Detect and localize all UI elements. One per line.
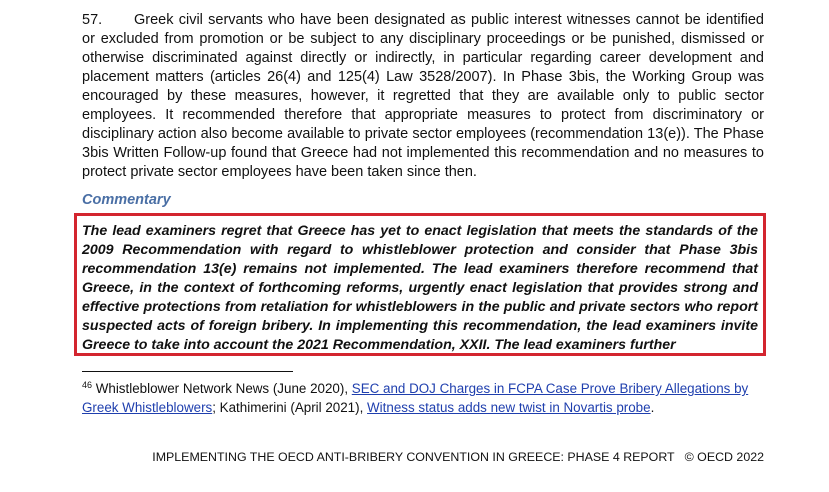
footnote-link-novartis[interactable]: Witness status adds new twist in Novartis probe [367,400,651,415]
commentary-box [74,213,766,356]
page-footer [152,450,764,464]
commentary-heading: Commentary [82,192,171,208]
paragraph-number: 57. [82,12,103,28]
footnote-46 [82,379,772,417]
footnote-number: 46 [82,380,93,390]
footer-copyright: © OECD 2022 [684,450,764,464]
footer-title: IMPLEMENTING THE OECD ANTI-BRIBERY CONVENTION IN GREECE: PHASE 4 REPORT [152,450,675,464]
footnote-source-1: Whistleblower Network News (June 2020), [95,381,352,396]
paragraph-text: Greek civil servants who have been designated as public interest witnesses cannot be identified or excluded from promotion or be subject to any disciplinary proceedings or be punished, dismissed or otherwise discriminated against directly or indirectly, in particular regarding career development and placement matters (articles 26(4) and 125(4) Law 3528/2007). In Phase 3bis, the Working Group was encouraged by these measures, however, it regretted that they are available only to public sector employees. It recommended therefore that appropriate measures to protect from discriminatory or disciplinary action also become available to private sector employees (recommendation 13(e)). The Phase 3bis Written Follow-up found that Greece had not implemented this recommendation and no measures to protect private sector employees have been taken since then. [82,12,764,180]
paragraph-57 [82,11,764,182]
commentary-text: The lead examiners regret that Greece has yet to enact legislation that meets the standards of the 2009 Recommendation with regard to whistleblower protection and consider that Phase 3bis recommendation 13(e) remains not implemented. The lead examiners therefore recommend that Greece, in the context of forthcoming reforms, urgently enact legislation that provides strong and effective protections from retaliation for whistleblowers in the public and private sectors who report suspected acts of foreign bribery. In implementing this recommendation, the lead examiners invite Greece to take into account the 2021 Recommendation, XXII. The lead examiners further [82,223,758,353]
footnote-end: . [650,400,655,415]
footnote-divider [82,371,293,372]
footnote-link-sec-doj[interactable]: SEC and DOJ Charges in FCPA Case Prove Bribery Allegations by Greek Whistleblowers [82,381,749,415]
footnote-separator: ; Kathimerini (April 2021), [212,400,368,415]
